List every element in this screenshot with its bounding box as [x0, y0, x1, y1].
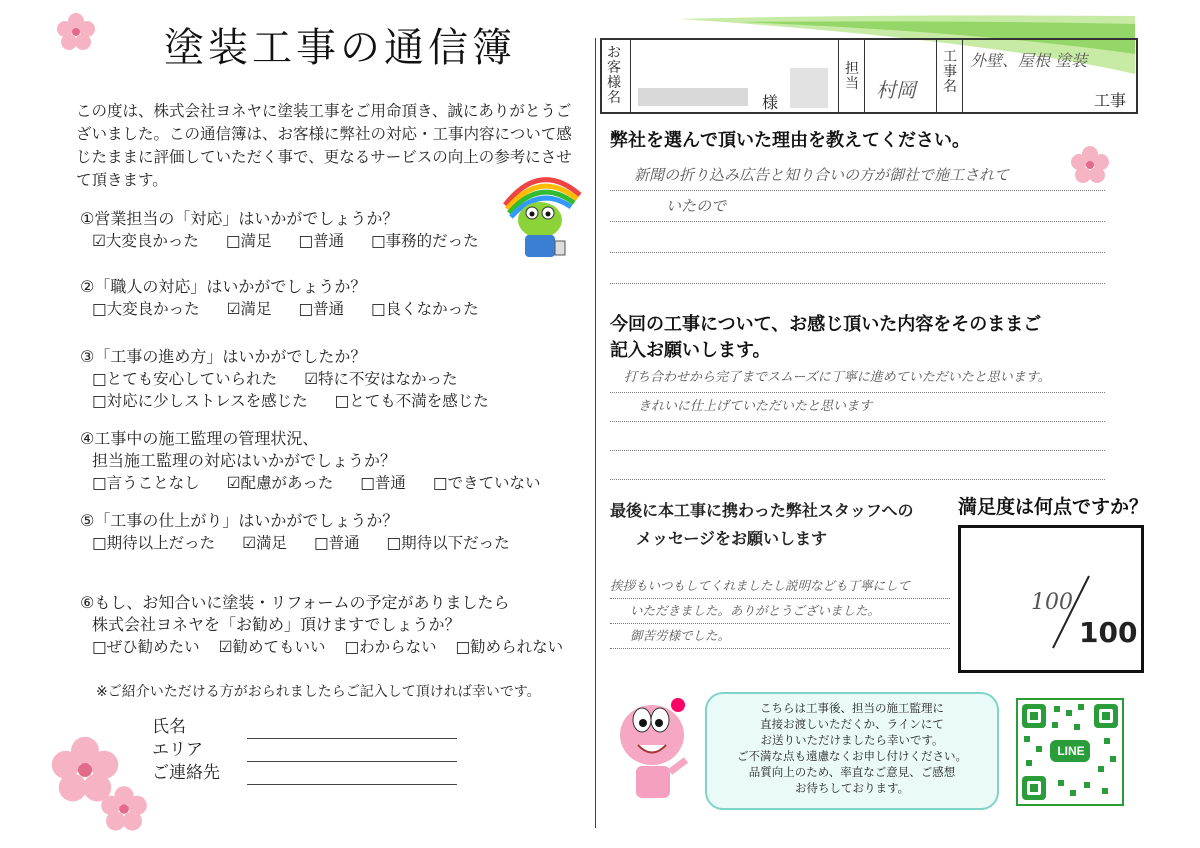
- checkbox-option[interactable]: □事務的だった: [371, 232, 479, 250]
- bubble-line: ご不満な点も遠慮なくお申し付けください。: [737, 749, 967, 763]
- answer-line: きれいに仕上げていただいたと思います: [610, 393, 1105, 422]
- cherry-blossom-icon: [100, 785, 148, 833]
- question-text-line2: 株式会社ヨネヤを「お勧め」頂けますでしょうか？: [92, 615, 461, 634]
- answer-line: 新聞の折り込み広告と知り合いの方が御社で施工されて: [610, 160, 1105, 191]
- answer-line: 挨拶もいつもしてくれましたし説明なども丁寧にして: [610, 574, 950, 599]
- score-box: [958, 525, 1144, 673]
- work-suffix: 工事: [1094, 91, 1127, 110]
- score-max: 100: [1079, 616, 1138, 649]
- answer-line: 打ち合わせから完了までスムーズに丁寧に進めていただいたと思います。: [610, 364, 1105, 393]
- header-box: [600, 38, 1138, 114]
- checkbox-option[interactable]: ☑勧めてもいい: [218, 638, 326, 656]
- contact-field[interactable]: [247, 766, 457, 785]
- question-text: ②「職人の対応」はいかがでしょうか？: [80, 277, 367, 296]
- blank-line: [610, 422, 1105, 451]
- checkbox-option[interactable]: ☑満足: [226, 300, 272, 318]
- staff-value: 村岡: [876, 78, 916, 102]
- question-text: ⑤「工事の仕上がり」はいかがでしょうか？: [80, 511, 399, 530]
- name-field[interactable]: [247, 720, 457, 739]
- bubble-line: お送りいただけましたら幸いです。: [760, 733, 944, 747]
- staff-label: 担当: [845, 61, 859, 92]
- bubble-line: 直接お渡しいただくか、ラインにて: [760, 717, 944, 731]
- impression-title: 今回の工事について、お感じ頂いた内容をそのままご: [610, 314, 1042, 335]
- question-text-line2: 担当施工監理の対応はいかがでしょうか？: [92, 451, 397, 470]
- score-handwritten: 100: [1031, 590, 1073, 615]
- checkbox-option[interactable]: ☑大変良かった: [92, 232, 199, 250]
- referral-form: [152, 716, 457, 785]
- info-bubble: [705, 692, 999, 810]
- impression-title-line2: 記入お願いします。: [610, 340, 771, 361]
- bubble-line: 品質向上のため、率直なご意見、ご感想: [748, 765, 956, 779]
- checkbox-option[interactable]: □できていない: [432, 474, 541, 492]
- customer-label: お客様名: [607, 45, 621, 106]
- answer-line: いたので: [610, 191, 1105, 222]
- question-4: [80, 428, 580, 494]
- question-1: [80, 208, 580, 252]
- impression-answer: [610, 364, 1105, 480]
- customer-suffix: 様: [762, 93, 779, 112]
- pink-mascot-illustration: [608, 690, 700, 815]
- page-divider: [595, 38, 596, 828]
- intro-text: この度は、株式会社ヨネヤに塗装工事をご用命頂き、誠にありがとうございました。この通信簿は、お客様に弊社の対応・工事内容について感じたままに評価していただく事で、更なるサービスの向上の参考にさせて頂きます。: [76, 102, 572, 189]
- checkbox-option[interactable]: □ぜひ勧めたい: [92, 638, 200, 656]
- question-text: ④工事中の施工監理の管理状況、: [80, 429, 319, 448]
- bubble-line: お待ちしております。: [794, 781, 910, 795]
- checkbox-option[interactable]: □勧められない: [455, 638, 564, 656]
- score-title: 満足度は何点ですか？: [958, 496, 1149, 518]
- message-title-line2: メッセージをお願いします: [636, 529, 828, 548]
- checkbox-option[interactable]: □わからない: [344, 638, 437, 656]
- reason-answer: [610, 160, 1105, 284]
- blank-line: [610, 451, 1105, 480]
- blank-line: [610, 222, 1105, 253]
- answer-line: いただきました。ありがとうございました。: [610, 599, 950, 624]
- checkbox-option[interactable]: □普通: [298, 300, 345, 318]
- checkbox-option[interactable]: ☑満足: [242, 534, 287, 552]
- question-text: ①営業担当の「対応」はいかがでしょうか？: [80, 209, 399, 228]
- message-title: 最後に本工事に携わった弊社スタッフへの: [610, 501, 914, 520]
- checkbox-option[interactable]: □普通: [313, 534, 360, 552]
- customer-name-redacted: [638, 88, 748, 106]
- question-text: ③「工事の進め方」はいかがでしたか？: [80, 347, 367, 366]
- checkbox-option[interactable]: □期待以上だった: [92, 534, 216, 552]
- work-label: 工事名: [943, 49, 957, 95]
- question-5: [80, 510, 580, 554]
- checkbox-option[interactable]: ☑配慮があった: [226, 474, 334, 492]
- field-label-contact: ご連絡先: [152, 763, 220, 783]
- bubble-line: こちらは工事後、担当の施工監理に: [760, 701, 944, 715]
- blank-line: [610, 253, 1105, 284]
- area-field[interactable]: [247, 743, 457, 762]
- field-label-name: 氏名: [152, 717, 186, 737]
- work-value: 外壁、屋根 塗装: [970, 51, 1088, 70]
- checkbox-option[interactable]: □期待以下だった: [386, 534, 510, 552]
- checkbox-option[interactable]: □とても不満を感じた: [334, 392, 489, 410]
- checkbox-option[interactable]: □満足: [225, 232, 272, 250]
- answer-line: 御苦労様でした。: [610, 624, 950, 649]
- cherry-blossom-icon: [56, 12, 96, 52]
- line-qr-code[interactable]: [1016, 698, 1124, 806]
- checkbox-option[interactable]: □大変良かった: [92, 300, 200, 318]
- customer-name-redacted: [790, 68, 828, 108]
- checkbox-option[interactable]: □対応に少しストレスを感じた: [92, 392, 308, 410]
- message-answer: [610, 574, 950, 649]
- question-2: [80, 276, 580, 320]
- checkbox-option[interactable]: □言うことなし: [92, 474, 200, 492]
- checkbox-option[interactable]: ☑特に不安はなかった: [304, 370, 458, 388]
- checkbox-option[interactable]: □良くなかった: [371, 300, 479, 318]
- page-title: 塗装工事の通信簿: [164, 25, 516, 71]
- field-label-area: エリア: [152, 740, 203, 760]
- referral-note: ※ご紹介いただける方がおられましたらご記入して頂ければ幸いです。: [96, 684, 541, 700]
- question-3: [80, 346, 580, 412]
- reason-title: 弊社を選んで頂いた理由を教えてください。: [610, 130, 970, 151]
- line-label: LINE: [1057, 744, 1085, 758]
- question-6: [80, 592, 595, 658]
- question-text: ⑥もし、お知合いに塗装・リフォームの予定がありましたら: [80, 593, 510, 612]
- checkbox-option[interactable]: □普通: [360, 474, 406, 492]
- checkbox-option[interactable]: □とても安心していられた: [92, 370, 278, 388]
- checkbox-option[interactable]: □普通: [298, 232, 345, 250]
